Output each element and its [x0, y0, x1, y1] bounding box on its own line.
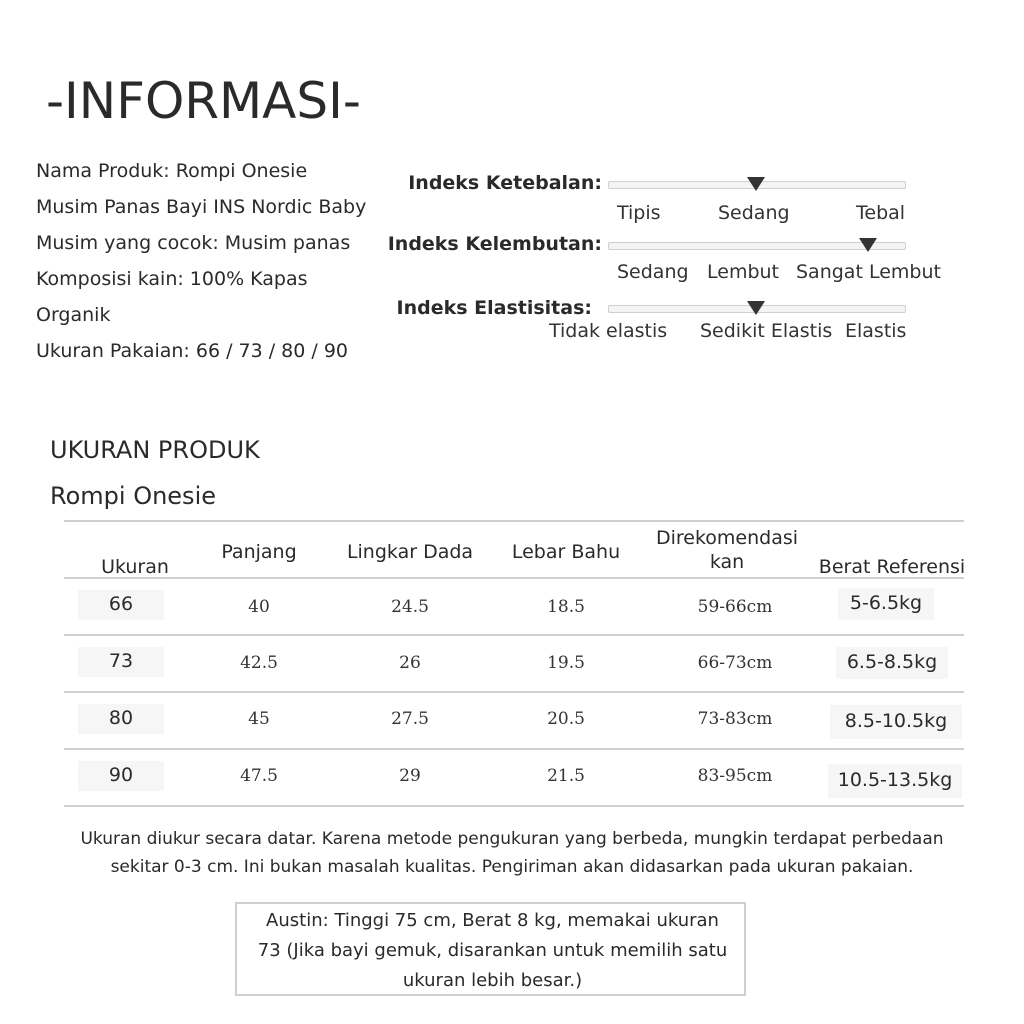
- table-cell-recommended: 59-66cm: [697, 597, 773, 617]
- header-recommended: Direkomendasi: [655, 527, 799, 549]
- table-bottom-rule: [64, 805, 964, 807]
- table-row-rule: [64, 691, 964, 693]
- table-cell-size: 73: [78, 647, 164, 677]
- measurement-note-line1: Ukuran diukur secara datar. Karena metode pengukuran yang berbeda, mungkin terdapat perbedaan: [80, 829, 944, 849]
- table-cell-shoulder: 18.5: [547, 597, 585, 617]
- fit-example-line3: ukuran lebih besar.): [402, 970, 583, 991]
- header-recommended-cont: kan: [709, 551, 745, 573]
- softness-tick-mid: Lembut: [707, 261, 780, 283]
- elasticity-index-marker: [747, 301, 765, 315]
- table-cell-size: 80: [78, 704, 164, 734]
- table-cell-weight: 6.5-8.5kg: [836, 647, 948, 679]
- table-row-rule: [64, 634, 964, 636]
- table-cell-chest: 29: [399, 766, 421, 786]
- elasticity-tick-high: Elastis: [845, 320, 907, 342]
- info-season: Musim yang cocok: Musim panas: [36, 232, 351, 254]
- table-cell-size: 66: [78, 590, 164, 620]
- size-section-subheading: Rompi Onesie: [50, 482, 216, 510]
- softness-tick-low: Sedang: [617, 261, 689, 283]
- thickness-index-label: Indeks Ketebalan:: [408, 172, 602, 194]
- header-size: Ukuran: [101, 556, 169, 578]
- table-top-rule: [64, 520, 964, 522]
- elasticity-tick-low: Tidak elastis: [549, 320, 668, 342]
- fit-example-box: [235, 902, 746, 996]
- table-cell-recommended: 73-83cm: [697, 709, 773, 729]
- table-cell-recommended: 83-95cm: [697, 766, 773, 786]
- size-section-heading: UKURAN PRODUK: [50, 436, 260, 464]
- table-cell-chest: 24.5: [391, 597, 429, 617]
- header-shoulder: Lebar Bahu: [511, 541, 621, 563]
- elasticity-tick-mid: Sedikit Elastis: [700, 320, 833, 342]
- thickness-tick-high: Tebal: [856, 202, 906, 224]
- table-cell-chest: 26: [399, 653, 421, 673]
- table-cell-length: 42.5: [240, 653, 278, 673]
- table-cell-chest: 27.5: [391, 709, 429, 729]
- info-product-name-cont: Musim Panas Bayi INS Nordic Baby: [36, 196, 367, 218]
- table-cell-shoulder: 20.5: [547, 709, 585, 729]
- table-cell-weight: 5-6.5kg: [838, 588, 934, 620]
- softness-index-label: Indeks Kelembutan:: [387, 233, 602, 255]
- table-cell-length: 40: [248, 597, 270, 617]
- info-fabric: Komposisi kain: 100% Kapas: [36, 268, 308, 290]
- thickness-index-marker: [747, 177, 765, 191]
- table-cell-recommended: 66-73cm: [697, 653, 773, 673]
- info-product-name: Nama Produk: Rompi Onesie: [36, 160, 308, 182]
- table-cell-shoulder: 21.5: [547, 766, 585, 786]
- info-sizes: Ukuran Pakaian: 66 / 73 / 80 / 90: [36, 340, 349, 362]
- table-cell-shoulder: 19.5: [547, 653, 585, 673]
- header-chest: Lingkar Dada: [346, 541, 474, 563]
- table-cell-length: 45: [248, 709, 270, 729]
- table-row-rule: [64, 748, 964, 750]
- thickness-tick-mid: Sedang: [718, 202, 790, 224]
- table-cell-size: 90: [78, 761, 164, 791]
- table-cell-weight: 8.5-10.5kg: [830, 705, 962, 739]
- header-weight: Berat Referensi: [818, 556, 966, 578]
- fit-example-line2: 73 (Jika bayi gemuk, disarankan untuk memilih satu: [257, 940, 728, 961]
- table-cell-weight: 10.5-13.5kg: [828, 764, 962, 798]
- softness-index-marker: [859, 238, 877, 252]
- measurement-note-line2: sekitar 0-3 cm. Ini bukan masalah kualitas. Pengiriman akan didasarkan pada ukuran pakaian.: [110, 857, 914, 877]
- thickness-tick-low: Tipis: [617, 202, 661, 224]
- info-fabric-cont: Organik: [36, 304, 111, 326]
- softness-tick-high: Sangat Lembut: [796, 261, 941, 283]
- table-cell-length: 47.5: [240, 766, 278, 786]
- elasticity-index-label: Indeks Elastisitas:: [396, 297, 592, 319]
- fit-example-line1: Austin: Tinggi 75 cm, Berat 8 kg, memakai ukuran: [266, 910, 719, 931]
- header-length: Panjang: [221, 541, 297, 563]
- page-title: -INFORMASI-: [46, 72, 361, 130]
